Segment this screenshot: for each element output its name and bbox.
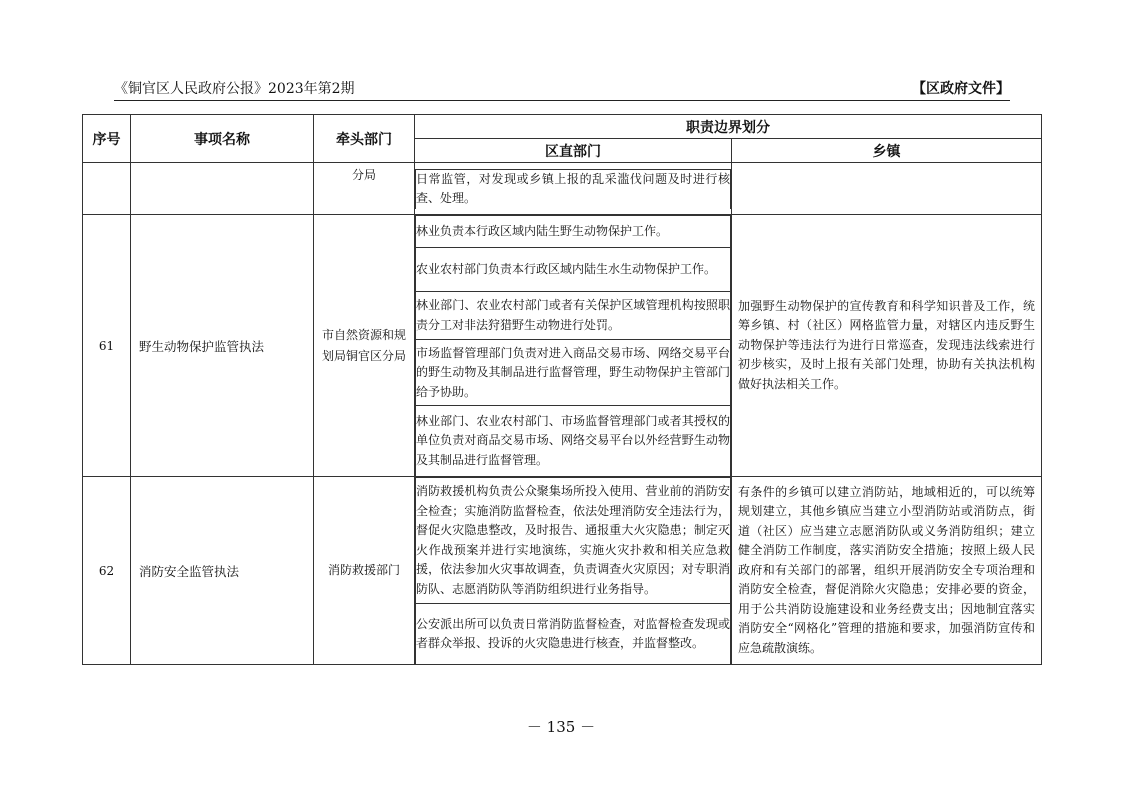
- lead-department-cell: 市自然资源和规划局铜官区分局: [314, 215, 415, 477]
- district-duty-cell: [415, 215, 732, 477]
- serial-no-cell: 61: [83, 215, 131, 477]
- duty-boundary-table: [82, 114, 1042, 665]
- header-lead-department: 牵头部门: [314, 115, 415, 163]
- township-duty-cell: 有条件的乡镇可以建立消防站，地域相近的，可以统筹规划建立，其他乡镇应当建立小型消防站或消防点，街道（社区）应当建立志愿消防队或义务消防组织；建立健全消防工作制度，落实消防安全措施；按照上级人民政府和有关部门的部署，组织开展消防安全专项治理和消防安全检查，督促消除火灾隐患；安排必要的资金，用于公共消防设施建设和业务经费支出；因地制宜落实消防安全“网格化”管理的措施和要求，加强消防宣传和应急疏散演练。: [732, 477, 1042, 665]
- lead-department-cell: 消防救援部门: [314, 477, 415, 665]
- district-duty-item: 农业农村部门负责本行政区域内陆生水生动物保护工作。: [416, 248, 731, 292]
- district-duty-item: 日常监管，对发现或乡镇上报的乱采滥伐问题及时进行核查、处理。: [416, 169, 731, 209]
- page-number: － 135 －: [526, 718, 596, 736]
- item-name-cell: 消防安全监管执法: [131, 477, 314, 665]
- township-duty-cell: [732, 163, 1042, 215]
- item-name-cell: [131, 163, 314, 215]
- header-district-department: 区直部门: [415, 139, 732, 163]
- header-duty-division: 职责边界划分: [415, 115, 1042, 139]
- table-row: [83, 163, 1042, 215]
- table-row: [83, 215, 1042, 477]
- district-duty-cell: [415, 477, 732, 665]
- district-duty-item: 市场监督管理部门负责对进入商品交易市场、网络交易平台的野生动物及其制品进行监督管理，野生动物保护主管部门给予协助。: [416, 340, 731, 406]
- district-duty-cell: [415, 163, 732, 215]
- header-serial-no: 序号: [83, 115, 131, 163]
- district-duty-item: 林业部门、农业农村部门、市场监督管理部门或者其授权的单位负责对商品交易市场、网络交易平台以外经营野生动物及其制品进行监督管理。: [416, 406, 731, 476]
- township-duty-cell: 加强野生动物保护的宣传教育和科学知识普及工作，统筹乡镇、村（社区）网格监管力量，对辖区内违反野生动物保护等违法行为进行日常巡查，发现违法线索进行初步核实，及时上报有关部门处理，协助有关执法机构做好执法相关工作。: [732, 215, 1042, 477]
- header-township: 乡镇: [732, 139, 1042, 163]
- district-duty-item: 林业部门、农业农村部门或者有关保护区域管理机构按照职责分工对非法狩猎野生动物进行处罚。: [416, 292, 731, 340]
- page-header: [114, 78, 1010, 101]
- header-item-name: 事项名称: [131, 115, 314, 163]
- serial-no-cell: 62: [83, 477, 131, 665]
- district-duty-item: 公安派出所可以负责日常消防监督检查，对监督检查发现或者群众举报、投诉的火灾隐患进行核查，并监督整改。: [416, 604, 731, 664]
- item-name-cell: 野生动物保护监管执法: [131, 215, 314, 477]
- lead-department-cell: 分局: [314, 163, 415, 215]
- district-duty-item: 消防救援机构负责公众聚集场所投入使用、营业前的消防安全检查；实施消防监督检查，依法处理消防安全违法行为，督促火灾隐患整改，及时报告、通报重大火灾隐患；制定灭火作战预案并进行实地演练，实施火灾扑救和相关应急救援，依法参加火灾事故调查，负责调查火灾原因；对专职消防队、志愿消防队等消防组织进行业务指导。: [416, 478, 731, 604]
- serial-no-cell: [83, 163, 131, 215]
- header-publication-title: 《铜官区人民政府公报》2023年第2期: [114, 81, 355, 97]
- header-section-label: 【区政府文件】: [912, 81, 1010, 97]
- district-duty-item: 林业负责本行政区域内陆生野生动物保护工作。: [416, 216, 731, 248]
- table-row: [83, 477, 1042, 665]
